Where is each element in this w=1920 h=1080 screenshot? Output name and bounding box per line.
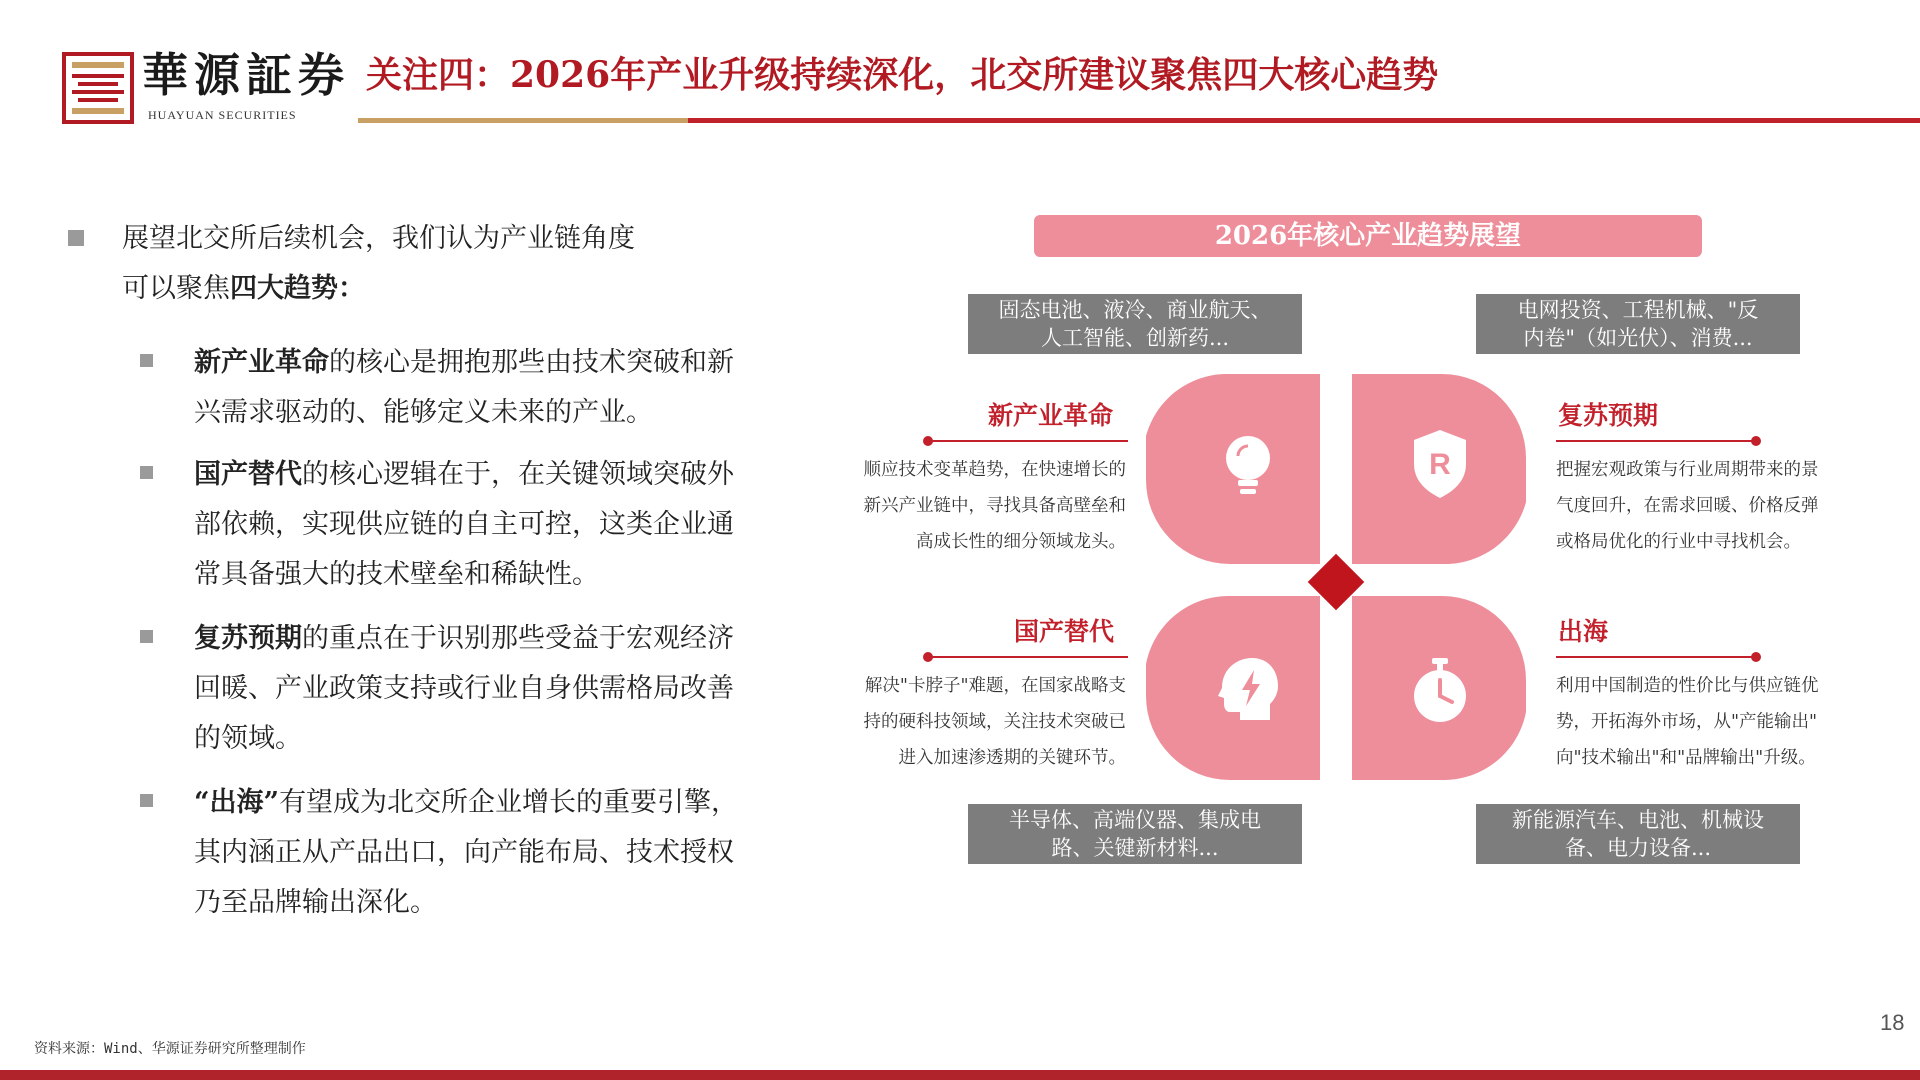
- desc-line: 把握宏观政策与行业周期带来的景: [1556, 460, 1819, 480]
- sector-line: 备、电力设备...: [1564, 836, 1712, 860]
- desc-line: 进入加速渗透期的关键环节。: [898, 748, 1126, 768]
- sector-line: 人工智能、创新药...: [1040, 326, 1230, 350]
- desc-line: 高成长性的细分领域龙头。: [916, 532, 1126, 552]
- logo-wordmark-cn: 華源証券: [142, 48, 350, 102]
- desc-line: 解决"卡脖子"难题，在国家战略支: [864, 676, 1126, 696]
- point-keyword: 新产业革命: [194, 347, 329, 378]
- point-going-overseas: [194, 778, 794, 928]
- sub-bullet-square: [140, 630, 153, 643]
- intro-paragraph: [122, 214, 782, 314]
- bullet-square: [68, 230, 84, 246]
- trend-rule: [1556, 656, 1756, 658]
- trend-title-overseas: 出海: [1558, 617, 1609, 646]
- intro-line-1: 展望北交所后续机会，我们认为产业链角度: [122, 223, 635, 254]
- sector-line: 电网投资、工程机械、"反: [1517, 298, 1759, 322]
- footer-bar: [0, 1070, 1920, 1080]
- sector-box-domestic: [968, 804, 1302, 864]
- trend-title-recovery: 复苏预期: [1558, 401, 1659, 430]
- trend-title-new-industry: 新产业革命: [988, 401, 1114, 430]
- point-recovery: [194, 614, 794, 764]
- trend-rule-dot: [1751, 652, 1761, 662]
- sector-line: 新能源汽车、电池、机械设: [1512, 808, 1764, 832]
- trend-rule: [928, 656, 1128, 658]
- svg-text:R: R: [1429, 448, 1451, 481]
- sector-line: 固态电池、液冷、商业航天、: [998, 298, 1272, 322]
- title-underline-gold: [358, 118, 688, 123]
- desc-line: 或格局优化的行业中寻找机会。: [1556, 532, 1801, 552]
- point-keyword: “出海”: [194, 787, 280, 818]
- source-note: 资料来源：Wind、华源证券研究所整理制作: [34, 1041, 306, 1057]
- point-text: 有望成为北交所企业增长的重要引擎，: [279, 787, 739, 818]
- point-line: 其内涵正从产品出口，向产能布局、技术授权: [194, 837, 734, 868]
- sector-box-new-industry: [968, 294, 1302, 354]
- point-text: 的重点在于识别那些受益于宏观经济: [302, 623, 734, 654]
- page-number: 18: [1880, 1010, 1905, 1035]
- point-line: 常具备强大的技术壁垒和稀缺性。: [194, 559, 599, 590]
- point-text: 的核心逻辑在于，在关键领域突破外: [302, 459, 734, 490]
- desc-line: 持的硬科技领域，关注技术突破已: [863, 712, 1126, 732]
- diagram-header: 2026年核心产业趋势展望: [1034, 215, 1702, 257]
- trend-rule: [928, 440, 1128, 442]
- desc-line: 势，开拓海外市场，从"产能输出": [1556, 712, 1818, 732]
- point-line: 回暖、产业政策支持或行业自身供需格局改善: [194, 673, 734, 704]
- point-line: 兴需求驱动的、能够定义未来的产业。: [194, 397, 653, 428]
- point-line: 部依赖，实现供应链的自主可控，这类企业通: [194, 509, 734, 540]
- point-keyword: 复苏预期: [194, 623, 302, 654]
- title-underline-red: [688, 118, 1920, 123]
- sector-box-recovery: [1476, 294, 1800, 354]
- intro-line-2: [122, 264, 782, 314]
- sector-line: 半导体、高端仪器、集成电: [1009, 808, 1261, 832]
- point-keyword: 国产替代: [194, 459, 302, 490]
- trend-desc-overseas: [1556, 668, 1866, 776]
- sector-line: 内卷"（如光伏）、消费...: [1523, 326, 1753, 350]
- sub-bullet-square: [140, 466, 153, 479]
- intro-text: 可以聚焦: [122, 273, 230, 304]
- logo-wordmark-en: HUAYUAN SECURITIES: [148, 108, 297, 122]
- desc-line: 气度回升，在需求回暖、价格反弹: [1556, 496, 1819, 516]
- point-text: 的核心是拥抱那些由技术突破和新: [329, 347, 734, 378]
- intro-colon: ：: [338, 273, 365, 304]
- point-line: [194, 338, 794, 388]
- desc-line: 利用中国制造的性价比与供应链优: [1556, 676, 1819, 696]
- desc-line: 顺应技术变革趋势，在快速增长的: [863, 460, 1126, 480]
- point-line: 的领域。: [194, 723, 302, 754]
- trend-desc-recovery: [1556, 452, 1866, 560]
- desc-line: 新兴产业链中，寻找具备高壁垒和: [863, 496, 1126, 516]
- desc-line: 向"技术输出"和"品牌输出"升级。: [1556, 748, 1816, 768]
- trend-rule-dot: [923, 652, 933, 662]
- trend-desc-new-industry: [826, 452, 1126, 560]
- page-title: 关注四：2026年产业升级持续深化，北交所建议聚焦四大核心趋势: [366, 54, 1439, 96]
- sub-bullet-square: [140, 794, 153, 807]
- sub-bullet-square: [140, 354, 153, 367]
- sector-line: 路、关键新材料...: [1051, 836, 1219, 860]
- point-new-industry: [194, 338, 794, 438]
- sector-box-overseas: [1476, 804, 1800, 864]
- trend-desc-domestic: [826, 668, 1126, 776]
- point-line: [194, 450, 794, 500]
- trend-rule: [1556, 440, 1756, 442]
- company-logo-mark: [62, 52, 134, 124]
- trend-rule-dot: [923, 436, 933, 446]
- trend-rule-dot: [1751, 436, 1761, 446]
- point-line: [194, 778, 794, 828]
- point-line: 乃至品牌输出深化。: [194, 887, 437, 918]
- intro-keyword: 四大趋势: [230, 273, 338, 304]
- point-domestic-substitution: [194, 450, 794, 600]
- point-line: [194, 614, 794, 664]
- trend-title-domestic: 国产替代: [1014, 617, 1115, 646]
